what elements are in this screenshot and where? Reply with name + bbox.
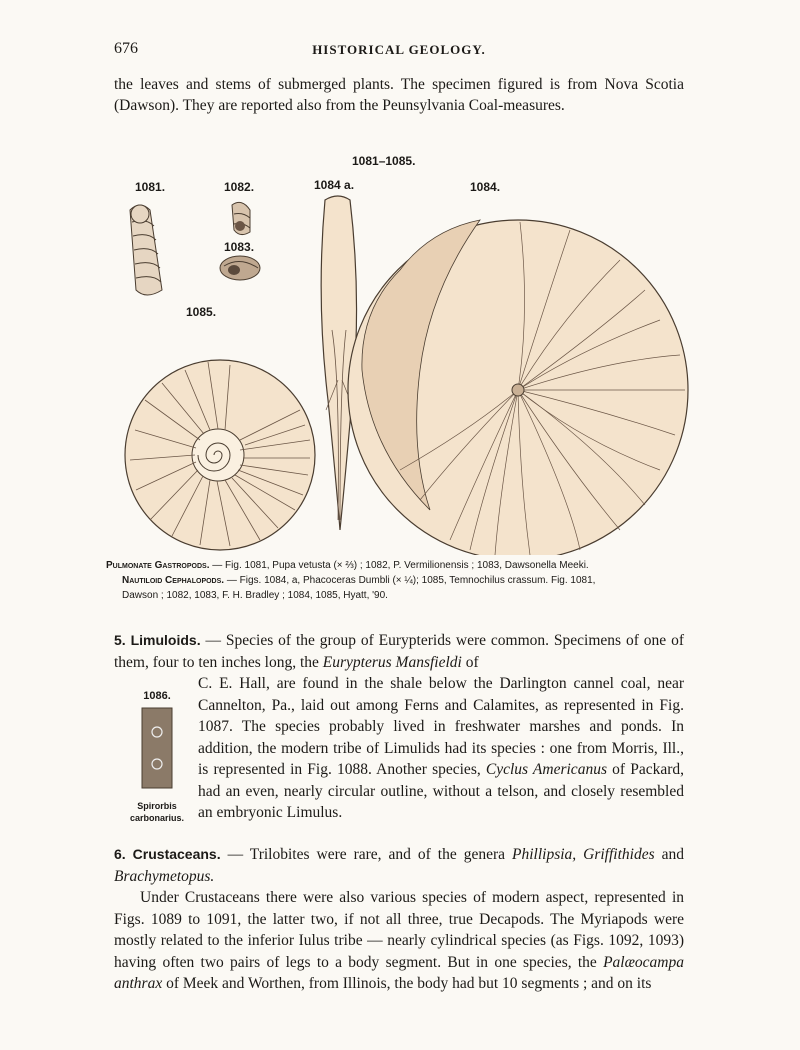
label-1084a: 1084 a.: [314, 178, 355, 192]
intro-paragraph: the leaves and stems of submerged plants. The specimen figured is from Nova Scotia (Dawson). They are reported also from the Peunsylvania Coal-measures.: [114, 76, 684, 114]
species-eurypterus: Eurypterus Mansfieldi: [322, 653, 462, 671]
p-vermilionensis-illustration: [232, 202, 250, 234]
section-5-text-d: of Packard, had an even, nearly circular outline, without a telson, and closely resembled an embryonic Limulus.: [198, 761, 684, 821]
section-5-limuloids: [114, 630, 684, 673]
inset-caption-line-2: carbonarius.: [129, 813, 185, 823]
figure-group-label: 1081–1085.: [352, 154, 416, 168]
label-1084: 1084.: [470, 180, 501, 194]
genus-brachymetopus: Brachymetopus.: [114, 867, 215, 885]
species-cyclus: Cyclus Americanus: [485, 761, 607, 778]
temnochilus-crassum-illustration: [125, 360, 315, 550]
label-1085: 1085.: [186, 305, 217, 319]
spirorbis-illustration: [126, 702, 188, 790]
section-5-text-b: of: [461, 653, 479, 671]
fossil-figure-plate: [100, 150, 700, 555]
running-title: HISTORICAL GEOLOGY.: [312, 42, 486, 57]
section-6-para2-a: Under Crustaceans there were also various species of modern aspect, represented in Figs. 1089 to 1091, the latter two, if not all three, true Decapods. The Myriapods were mostly related to the inferior Iulus tribe — nearly cylindrical species (as Figs. 1092, 1093) having often two pairs of legs to a body segment. But in one species, the: [114, 889, 684, 971]
pupa-vetusta-illustration: [130, 205, 162, 295]
inset-caption-line-1: Spirorbis: [137, 801, 177, 811]
section-5-text-a: — Species of the group of Eurypterids were common. Specimens of one of them, four to ten inches long, the: [114, 632, 684, 671]
label-1081: 1081.: [135, 180, 166, 194]
caption-line-3: Dawson ; 1082, 1083, F. H. Bradley ; 1084, 1085, Hyatt, '90.: [122, 590, 388, 601]
caption-head-cephalopods: Nautiloid Cephalopods.: [122, 575, 225, 586]
section-5-text-c: C. E. Hall, are found in the shale below the Darlington cannel coal, near Cannelton, Pa., laid out among Ferns and Calamites, as represented in Fig. 1087. The species probably lived in freshwater marshes and ponds. In addition, the modern tribe of Limulids had its species : one from Morris, Ill., is represented in Fig. 1088. Another species,: [198, 675, 684, 778]
caption-text-2: — Figs. 1084, a, Phacoceras Dumbli (× ¼); 1085, Temnochilus crassum. Fig. 1081,: [224, 575, 596, 586]
figure-caption: [106, 558, 691, 603]
section-6-paragraph-2: [114, 887, 684, 995]
caption-text-1: — Fig. 1081, Pupa vetusta (× ⅔) ; 1082, P. Vermilionensis ; 1083, Dawsonella Meeki.: [209, 560, 589, 571]
section-6-heading: 6. Crustaceans.: [114, 846, 221, 862]
section-6-text-b: and: [654, 846, 684, 863]
dawsonella-meeki-illustration: [220, 256, 260, 280]
caption-line-1: [106, 558, 691, 573]
label-1082: 1082.: [224, 180, 255, 194]
caption-head-gastropods: Pulmonate Gastropods.: [106, 560, 210, 571]
section-6-text-a: — Trilobites were rare, and of the genera: [220, 846, 512, 863]
label-1083: 1083.: [224, 240, 255, 254]
inset-label: 1086.: [143, 690, 171, 702]
phacoceras-dumbli-illustration: [348, 220, 688, 555]
caption-line-2: [106, 573, 691, 588]
inset-figure-1086: [126, 690, 188, 840]
genus-phillipsia: Phillipsia, Griffithides: [512, 846, 655, 863]
inset-caption: [126, 800, 188, 824]
page-number: 676: [114, 40, 138, 57]
section-5-body: [198, 673, 684, 824]
species-palaeocampa: Palæocampa anthrax: [114, 953, 684, 992]
section-6-crustaceans: [114, 844, 684, 887]
section-6-para2-b: of Meek and Worthen, from Illinois, the body had but 10 segments ; and on its: [162, 975, 652, 992]
section-5-heading: 5. Limuloids.: [114, 632, 201, 648]
page-header: [114, 40, 684, 62]
fossil-illustrations: [100, 150, 700, 555]
